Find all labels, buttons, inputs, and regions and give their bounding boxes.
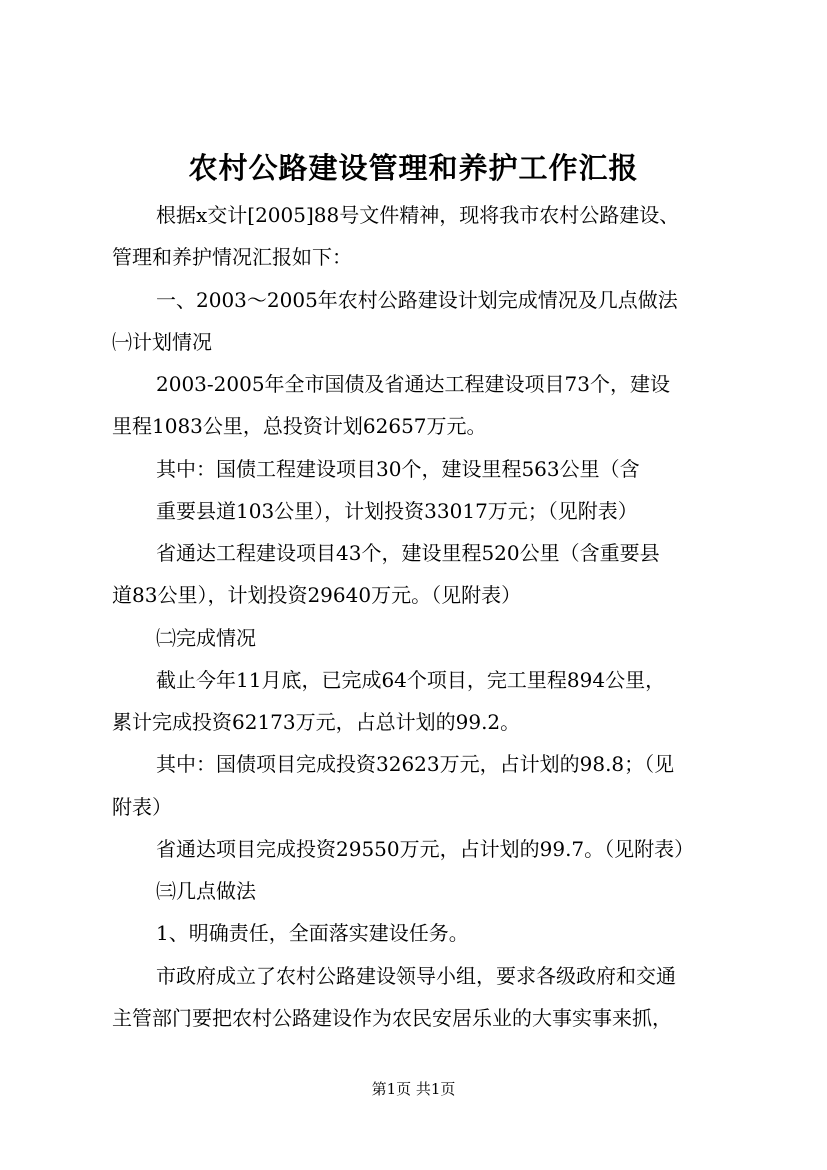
line-text: 累计完成投资62173万元，占总计划的99.2。 (112, 710, 521, 734)
line-text: ㈢几点做法 (156, 879, 256, 903)
line-text: ㈠计划情况 (112, 330, 212, 354)
line-text: 根据x交计[2005]88号文件精神，现将我市农村公路建设、 (156, 203, 680, 227)
line-text: 道83公里），计划投资29640万元。（见附表） (112, 583, 522, 607)
line-text: 2003-2005年全市国债及省通达工程建设项目73个，建设 (156, 372, 671, 396)
line-text: 其中：国债工程建设项目30个，建设里程563公里（含 (156, 457, 640, 481)
line-text: 省通达项目完成投资29550万元，占计划的99.7。（见附表） (156, 837, 695, 861)
line-text: ㈡完成情况 (156, 626, 256, 650)
line-text: 重要县道103公里），计划投资33017万元；（见附表） (156, 499, 638, 523)
page-footer: 第1页 共1页 (371, 1080, 456, 1098)
line-text: 里程1083公里，总投资计划62657万元。 (112, 414, 487, 438)
line-text: 附表） (112, 795, 172, 819)
line-text: 省通达工程建设项目43个，建设里程520公里（含重要县 (156, 541, 660, 565)
document-title: 农村公路建设管理和养护工作汇报 (188, 151, 639, 185)
line-text: 一、2003～2005年农村公路建设计划完成情况及几点做法 (156, 288, 678, 312)
line-text: 截止今年11月底，已完成64个项目，完工里程894公里， (156, 668, 666, 692)
line-text: 1、明确责任，全面落实建设任务。 (156, 921, 469, 945)
line-text: 管理和养护情况汇报如下： (112, 245, 352, 269)
line-text: 市政府成立了农村公路建设领导小组，要求各级政府和交通 (156, 964, 676, 988)
line-text: 其中：国债项目完成投资32623万元，占计划的98.8；（见 (156, 752, 675, 776)
line-text: 主管部门要把农村公路建设作为农民安居乐业的大事实事来抓， (112, 1006, 672, 1030)
